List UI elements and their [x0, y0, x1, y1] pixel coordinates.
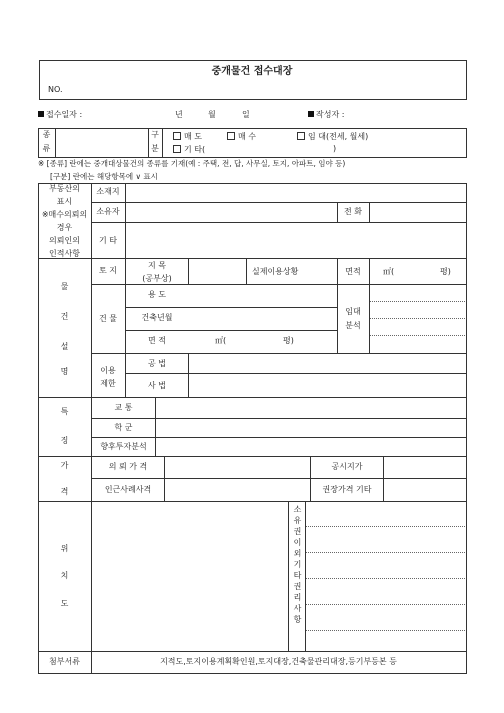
- restrict-label-a: 이용: [100, 366, 116, 375]
- other-field[interactable]: [126, 223, 464, 257]
- actual-use-label: 실제이용상황: [252, 267, 299, 276]
- year-built-field[interactable]: [189, 308, 336, 329]
- owner-label: 소유자: [96, 207, 120, 216]
- re-side-6: 인적사항: [49, 249, 80, 258]
- building-area-label: 면 적: [148, 336, 166, 345]
- lease-label-a: 임대: [345, 307, 361, 316]
- date-month: 월: [208, 110, 216, 119]
- usage-label: 용 도: [148, 290, 166, 299]
- land-pyeong-unit: 평): [440, 267, 451, 276]
- bullet-square-icon: [308, 111, 314, 117]
- jimok-label-a: 지 목: [148, 261, 166, 270]
- note-kind: ※ [종류] 란에는 중개대상물건의 종류를 기재(예 : 주택, 전, 답, 사무실, 토지, 아파트, 임야 등): [38, 159, 346, 168]
- requested-price-label: 의 뢰 가 격: [108, 462, 148, 471]
- owner-field[interactable]: [126, 203, 336, 221]
- loc-side-1: 위: [60, 544, 69, 553]
- private-law-label: 사 법: [148, 381, 166, 390]
- year-built-label: 건축년월: [141, 313, 173, 322]
- option-buy[interactable]: 매 수: [227, 132, 256, 141]
- building-label: 건 물: [99, 314, 117, 323]
- nearby-price-label: 인근사례사격: [104, 485, 152, 494]
- other-label: 기 타: [99, 236, 117, 245]
- gubun-label-b: 분: [151, 144, 159, 153]
- building-pyeong-unit: 평): [283, 336, 294, 345]
- land-area-label: 면적: [345, 267, 361, 276]
- kind-label-a: 종: [42, 130, 51, 139]
- prop-side-2: 건: [60, 312, 69, 321]
- date-row: [38, 111, 82, 119]
- land-label: 토 지: [99, 266, 117, 275]
- prop-side-3: 설: [60, 342, 69, 351]
- checkbox-icon[interactable]: [173, 132, 181, 140]
- loc-side-2: 치: [60, 571, 69, 580]
- building-area-unit: ㎡(: [215, 336, 227, 345]
- option-other[interactable]: 기 타(: [173, 145, 205, 154]
- public-price-label: 공시지가: [331, 462, 363, 471]
- attachment-label: 첨부서류: [49, 657, 80, 666]
- re-side-1: 부동산의: [49, 184, 80, 193]
- land-area-unit: ㎡(: [383, 267, 395, 276]
- option-sell[interactable]: 매 도: [173, 132, 202, 141]
- re-side-3: ※매수의뢰의: [41, 210, 88, 219]
- traffic-label: 교 통: [114, 403, 133, 412]
- feat-side-1: 특: [60, 407, 69, 416]
- page-title: 중개물건 접수대장: [211, 66, 293, 77]
- no-label: NO.: [48, 85, 63, 94]
- phone-label: 전 화: [344, 207, 362, 216]
- prop-side-1: 물: [60, 282, 69, 291]
- restrict-label-b: 제한: [100, 379, 116, 388]
- checkbox-icon[interactable]: [297, 132, 305, 140]
- date-day: 일: [242, 110, 250, 119]
- location-label: 소재지: [96, 187, 120, 196]
- loc-side-3: 도: [60, 599, 69, 608]
- public-law-label: 공 법: [148, 359, 166, 368]
- checkbox-icon[interactable]: [227, 132, 235, 140]
- kind-label-b: 류: [42, 144, 51, 153]
- location-field[interactable]: [126, 184, 464, 201]
- school-label: 학 군: [114, 423, 133, 432]
- re-side-5: 의뢰인의: [49, 236, 80, 245]
- jimok-field[interactable]: [189, 259, 245, 283]
- private-law-field[interactable]: [189, 374, 464, 396]
- lease-label-b: 분석: [345, 321, 361, 330]
- usage-field[interactable]: [189, 286, 336, 306]
- re-side-4: 경우: [56, 223, 73, 232]
- jimok-label-b: (공부상): [142, 274, 172, 283]
- attachment-text: 지적도,토지이용계획확인원,토지대장,건축물관리대장,등기부등본 등: [160, 657, 397, 666]
- price-side-2: 격: [60, 487, 69, 496]
- checkbox-icon[interactable]: [173, 145, 181, 153]
- prop-side-4: 명: [60, 367, 69, 376]
- feat-side-2: 징: [60, 436, 69, 445]
- option-lease[interactable]: 임 대(전세, 월세): [297, 132, 368, 141]
- writer-row: [308, 111, 344, 119]
- phone-field[interactable]: [370, 203, 464, 221]
- location-map-area[interactable]: [92, 502, 288, 650]
- gubun-label-a: 구: [151, 130, 159, 139]
- option-other-close: ): [333, 144, 337, 153]
- note-gubun: [구분] 란에는 해당항목에 ∨ 표시: [50, 172, 158, 181]
- price-side-1: 가: [60, 461, 69, 470]
- rights-label: 소유권이외기타권리사항: [293, 505, 302, 626]
- writer-label: 작성자 :: [316, 110, 345, 119]
- date-label: 접수일자 :: [46, 110, 83, 119]
- bullet-square-icon: [38, 111, 44, 117]
- future-label: 향후투자분석: [100, 442, 147, 451]
- public-law-field[interactable]: [189, 354, 464, 372]
- recommended-price-label: 권장가격 기타: [322, 485, 372, 494]
- date-year: 년: [175, 110, 183, 119]
- re-side-2: 표시: [56, 197, 73, 206]
